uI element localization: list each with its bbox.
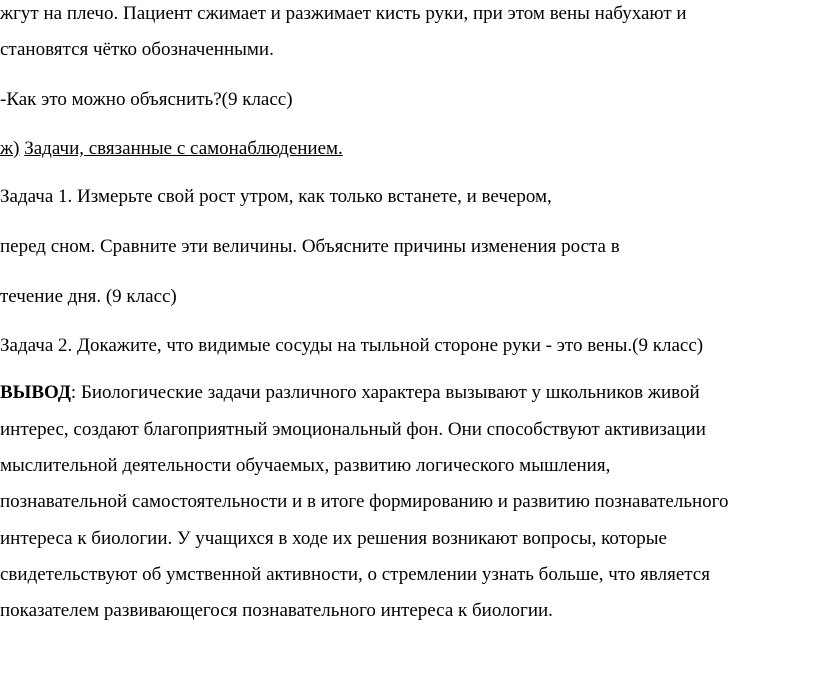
conclusion-line-2: интерес, создают благоприятный эмоциональный фон. Они способствуют активизации	[0, 419, 706, 440]
conclusion-label: ВЫВОД	[0, 382, 71, 403]
section-title: Задачи, связанные с самонаблюдением.	[24, 138, 343, 159]
task2-line: Задача 2. Докажите, что видимые сосуды на тыльной стороне руки - это вены.(9 класс)	[0, 335, 704, 356]
question-line: -Как это можно объяснить?(9 класс)	[0, 89, 293, 110]
section-letter: ж)	[0, 138, 20, 159]
conclusion-line-1	[0, 381, 700, 405]
task1-line-1: Задача 1. Измерьте свой рост утром, как только встанете, и вечером,	[0, 186, 552, 207]
intro-line-2: становятся чётко обозначенными.	[0, 39, 274, 60]
intro-line-1: жгут на плечо. Пациент сжимает и разжимает кисть руки, при этом вены набухают и	[0, 3, 687, 24]
conclusion-line-3: мыслительной деятельности обучаемых, развитию логического мышления,	[0, 455, 611, 476]
task1-line-2: перед сном. Сравните эти величины. Объясните причины изменения роста в	[0, 236, 620, 257]
conclusion-line-7: показателем развивающегося познавательного интереса к биологии.	[0, 600, 553, 621]
conclusion-line-6: свидетельствуют об умственной активности, о стремлении узнать больше, что является	[0, 564, 710, 585]
conclusion-first-line-rest: : Биологические задачи различного характера вызывают у школьников живой	[70, 382, 700, 403]
conclusion-line-4: познавательной самостоятельности и в итоге формированию и развитию познавательного	[0, 491, 729, 512]
section-heading	[0, 137, 343, 161]
task1-line-3: течение дня. (9 класс)	[0, 286, 177, 307]
conclusion-line-5: интереса к биологии. У учащихся в ходе их решения возникают вопросы, которые	[0, 528, 667, 549]
